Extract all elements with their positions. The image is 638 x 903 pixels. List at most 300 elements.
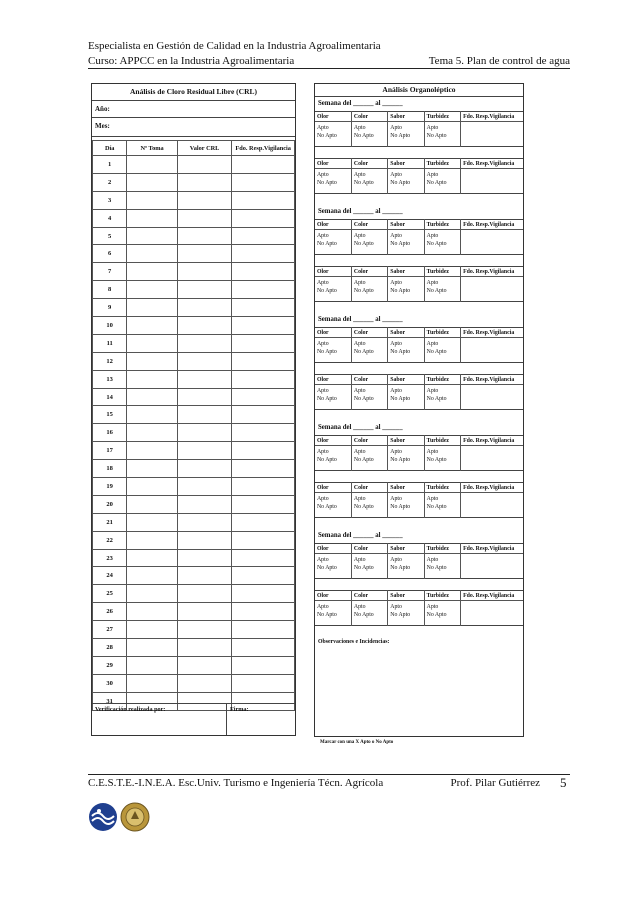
apto-option[interactable]: Apto — [390, 604, 402, 610]
apto-option-cell[interactable] — [315, 230, 351, 255]
no-apto-option[interactable]: No Apto — [353, 565, 374, 571]
crl-day-row — [93, 549, 295, 567]
crl-entry-cell[interactable] — [232, 621, 295, 639]
crl-day-row — [93, 674, 295, 692]
crl-entry-cell[interactable] — [127, 495, 178, 513]
table-gap — [315, 147, 523, 158]
crl-entry-cell[interactable] — [232, 531, 295, 549]
apto-option[interactable]: Apto — [317, 172, 329, 178]
crl-entry-cell[interactable] — [177, 656, 232, 674]
apto-option-cell[interactable] — [388, 554, 424, 579]
week-label[interactable]: Semana del ______ al ______ — [318, 532, 403, 539]
no-apto-option[interactable]: No Apto — [390, 180, 411, 186]
no-apto-option[interactable]: No Apto — [426, 180, 447, 186]
apto-option-cell[interactable] — [424, 385, 460, 410]
observations-field[interactable] — [315, 637, 523, 647]
no-apto-option[interactable]: No Apto — [317, 565, 337, 571]
apto-option-cell[interactable] — [315, 385, 351, 410]
apto-option-cell[interactable] — [315, 169, 351, 194]
crl-entry-cell[interactable] — [177, 531, 232, 549]
crl-entry-cell[interactable] — [232, 478, 295, 496]
no-apto-option[interactable]: No Apto — [353, 612, 374, 618]
apto-option-cell[interactable] — [351, 385, 387, 410]
crl-entry-cell[interactable] — [177, 549, 232, 567]
apto-option-cell[interactable] — [424, 493, 460, 518]
organoleptic-column-header: Sabor — [388, 483, 424, 493]
apto-option[interactable]: Apto — [317, 341, 329, 347]
crl-verified-label: Verificación realizada por: — [95, 706, 166, 713]
organoleptic-column-header: Turbidez — [424, 591, 460, 601]
apto-option[interactable]: Apto — [390, 233, 402, 239]
crl-day-row — [93, 334, 295, 352]
crl-entry-cell[interactable] — [177, 263, 232, 281]
no-apto-option[interactable]: No Apto — [426, 288, 447, 294]
no-apto-option[interactable]: No Apto — [317, 133, 337, 139]
apto-option-cell[interactable] — [351, 554, 387, 579]
apto-option[interactable]: Apto — [390, 280, 402, 286]
apto-option[interactable]: Apto — [426, 125, 439, 131]
apto-option[interactable]: Apto — [353, 388, 366, 394]
crl-entry-cell[interactable] — [127, 549, 178, 567]
week-label[interactable]: Semana del ______ al ______ — [318, 208, 403, 215]
crl-entry-cell[interactable] — [232, 370, 295, 388]
organoleptic-column-header: Fdo. Resp.Vigilancia — [461, 483, 523, 493]
crl-entry-cell[interactable] — [127, 156, 178, 174]
apto-option-cell[interactable] — [351, 601, 387, 626]
apto-option[interactable]: Apto — [426, 604, 439, 610]
crl-entry-cell[interactable] — [127, 603, 178, 621]
crl-entry-cell[interactable] — [127, 352, 178, 370]
apto-option[interactable]: Apto — [390, 388, 402, 394]
crl-entry-cell[interactable] — [177, 370, 232, 388]
crl-entry-cell[interactable] — [177, 209, 232, 227]
crl-month-label: Mes: — [95, 122, 110, 130]
crl-day-row — [93, 621, 295, 639]
organoleptic-column-header: Sabor — [388, 267, 424, 277]
crl-entry-cell[interactable] — [127, 227, 178, 245]
apto-option-cell[interactable] — [315, 446, 351, 471]
apto-option-cell[interactable] — [315, 493, 351, 518]
organoleptic-column-header: Fdo. Resp.Vigilancia — [461, 220, 523, 230]
crl-entry-cell[interactable] — [177, 674, 232, 692]
crl-entry-cell[interactable] — [177, 317, 232, 335]
ceste-logo-icon — [88, 802, 118, 832]
organoleptic-column-header: Color — [351, 328, 387, 338]
apto-option[interactable]: Apto — [353, 449, 366, 455]
crl-entry-cell[interactable] — [127, 209, 178, 227]
apto-option-cell[interactable] — [424, 122, 460, 147]
apto-option-cell[interactable] — [424, 601, 460, 626]
crl-entry-cell[interactable] — [127, 424, 178, 442]
no-apto-option[interactable]: No Apto — [353, 288, 374, 294]
signature-cell[interactable] — [461, 230, 523, 255]
crl-entry-cell[interactable] — [232, 674, 295, 692]
apto-option[interactable]: Apto — [317, 233, 329, 239]
crl-entry-cell[interactable] — [127, 317, 178, 335]
no-apto-option[interactable]: No Apto — [426, 349, 447, 355]
crl-entry-cell[interactable] — [232, 156, 295, 174]
no-apto-option[interactable]: No Apto — [426, 612, 447, 618]
crl-day-number: 9 — [93, 299, 127, 317]
apto-option-cell[interactable] — [388, 169, 424, 194]
crl-entry-cell[interactable] — [127, 513, 178, 531]
no-apto-option[interactable]: No Apto — [317, 612, 337, 618]
signature-cell[interactable] — [461, 385, 523, 410]
crl-month-field[interactable] — [92, 118, 295, 137]
crl-entry-cell[interactable] — [232, 585, 295, 603]
crl-entry-cell[interactable] — [177, 585, 232, 603]
crl-day-number: 22 — [93, 531, 127, 549]
crl-entry-cell[interactable] — [127, 334, 178, 352]
footer-author: Prof. Pilar Gutiérrez — [450, 777, 540, 789]
crl-entry-cell[interactable] — [177, 495, 232, 513]
crl-entry-cell[interactable] — [127, 442, 178, 460]
crl-entry-cell[interactable] — [127, 173, 178, 191]
apto-option[interactable]: Apto — [426, 233, 439, 239]
week-label[interactable]: Semana del ______ al ______ — [318, 424, 403, 431]
crl-entry-cell[interactable] — [232, 245, 295, 263]
crl-entry-cell[interactable] — [177, 388, 232, 406]
table-gap — [315, 471, 523, 482]
crl-entry-cell[interactable] — [127, 245, 178, 263]
signature-cell[interactable] — [461, 446, 523, 471]
crl-day-row — [93, 656, 295, 674]
organoleptic-column-header: Turbidez — [424, 220, 460, 230]
crl-signature-label: Firma: — [230, 706, 249, 713]
apto-option-cell[interactable] — [424, 554, 460, 579]
crl-day-row — [93, 531, 295, 549]
crl-verified-field[interactable] — [92, 704, 227, 735]
apto-option-cell[interactable] — [424, 277, 460, 302]
apto-option[interactable]: Apto — [426, 449, 439, 455]
no-apto-option[interactable]: No Apto — [317, 396, 337, 402]
organoleptic-column-header: Turbidez — [424, 483, 460, 493]
crl-entry-cell[interactable] — [232, 495, 295, 513]
crl-day-row — [93, 460, 295, 478]
week-label[interactable]: Semana del ______ al ______ — [318, 316, 403, 323]
organoleptic-table — [315, 590, 523, 626]
crl-entry-cell[interactable] — [177, 173, 232, 191]
table-gap — [315, 579, 523, 590]
no-apto-option[interactable]: No Apto — [390, 133, 411, 139]
organoleptic-column-header: Color — [351, 220, 387, 230]
no-apto-option[interactable]: No Apto — [390, 349, 411, 355]
apto-option-cell[interactable] — [388, 601, 424, 626]
apto-option[interactable]: Apto — [426, 388, 439, 394]
crl-entry-cell[interactable] — [177, 299, 232, 317]
crl-entry-cell[interactable] — [177, 227, 232, 245]
no-apto-option[interactable]: No Apto — [426, 133, 447, 139]
no-apto-option[interactable]: No Apto — [317, 180, 337, 186]
apto-option[interactable]: Apto — [353, 557, 366, 563]
signature-cell[interactable] — [461, 338, 523, 363]
crl-entry-cell[interactable] — [177, 513, 232, 531]
apto-option[interactable]: Apto — [353, 496, 366, 502]
apto-option[interactable]: Apto — [353, 125, 366, 131]
crl-entry-cell[interactable] — [232, 388, 295, 406]
crl-day-number: 28 — [93, 639, 127, 657]
no-apto-option[interactable]: No Apto — [426, 396, 447, 402]
mark-note: Marcar con una X Apto o No Apto — [320, 740, 394, 745]
crl-entry-cell[interactable] — [177, 352, 232, 370]
apto-option[interactable]: Apto — [390, 449, 402, 455]
crl-entry-cell[interactable] — [127, 263, 178, 281]
apto-option[interactable]: Apto — [390, 125, 402, 131]
apto-option-cell[interactable] — [388, 230, 424, 255]
organoleptic-column-header: Sabor — [388, 375, 424, 385]
no-apto-option[interactable]: No Apto — [390, 241, 411, 247]
organoleptic-form — [314, 83, 524, 737]
apto-option[interactable]: Apto — [317, 449, 329, 455]
crl-day-row — [93, 585, 295, 603]
crl-entry-cell[interactable] — [177, 424, 232, 442]
crl-day-number: 13 — [93, 370, 127, 388]
apto-option-cell[interactable] — [351, 338, 387, 363]
crl-entry-cell[interactable] — [232, 227, 295, 245]
crl-entry-cell[interactable] — [177, 442, 232, 460]
no-apto-option[interactable]: No Apto — [390, 612, 411, 618]
crl-entry-cell[interactable] — [177, 621, 232, 639]
crl-day-number: 29 — [93, 656, 127, 674]
crl-entry-cell[interactable] — [232, 263, 295, 281]
crl-entry-cell[interactable] — [232, 656, 295, 674]
signature-cell[interactable] — [461, 277, 523, 302]
crl-form — [91, 83, 296, 736]
crl-entry-cell[interactable] — [232, 352, 295, 370]
apto-option[interactable]: Apto — [317, 604, 329, 610]
week-label[interactable]: Semana del ______ al ______ — [318, 100, 403, 107]
crl-entry-cell[interactable] — [177, 567, 232, 585]
crl-day-number: 31 — [93, 692, 127, 710]
crl-day-number: 2 — [93, 173, 127, 191]
crl-entry-cell[interactable] — [232, 191, 295, 209]
crl-entry-cell[interactable] — [232, 299, 295, 317]
no-apto-option[interactable]: No Apto — [426, 504, 447, 510]
no-apto-option[interactable]: No Apto — [317, 504, 337, 510]
apto-option-cell[interactable] — [424, 446, 460, 471]
apto-option-cell[interactable] — [351, 122, 387, 147]
organoleptic-column-header: Turbidez — [424, 328, 460, 338]
apto-option[interactable]: Apto — [317, 125, 329, 131]
no-apto-option[interactable]: No Apto — [426, 241, 447, 247]
apto-option-cell[interactable] — [424, 230, 460, 255]
apto-option[interactable]: Apto — [390, 172, 402, 178]
no-apto-option[interactable]: No Apto — [390, 504, 411, 510]
crl-day-number: 14 — [93, 388, 127, 406]
crl-entry-cell[interactable] — [177, 460, 232, 478]
apto-option-cell[interactable] — [388, 277, 424, 302]
no-apto-option[interactable]: No Apto — [317, 349, 337, 355]
no-apto-option[interactable]: No Apto — [353, 504, 374, 510]
crl-entry-cell[interactable] — [232, 442, 295, 460]
organoleptic-column-header: Color — [351, 112, 387, 122]
organoleptic-table — [315, 111, 523, 147]
crl-entry-cell[interactable] — [177, 156, 232, 174]
crl-entry-cell[interactable] — [232, 281, 295, 299]
apto-option-cell[interactable] — [424, 338, 460, 363]
crl-day-number: 3 — [93, 191, 127, 209]
apto-option-cell[interactable] — [388, 385, 424, 410]
crl-entry-cell[interactable] — [177, 334, 232, 352]
organoleptic-column-header: Olor — [315, 544, 351, 554]
signature-cell[interactable] — [461, 169, 523, 194]
apto-option[interactable]: Apto — [426, 496, 439, 502]
organoleptic-column-header: Olor — [315, 159, 351, 169]
apto-option-cell[interactable] — [315, 277, 351, 302]
signature-cell[interactable] — [461, 601, 523, 626]
apto-option-cell[interactable] — [315, 122, 351, 147]
crl-year-field[interactable] — [92, 101, 295, 118]
apto-option[interactable]: Apto — [317, 280, 329, 286]
table-gap — [315, 518, 523, 529]
no-apto-option[interactable]: No Apto — [390, 565, 411, 571]
crl-entry-cell[interactable] — [232, 549, 295, 567]
logos — [88, 802, 150, 832]
apto-option[interactable]: Apto — [426, 280, 439, 286]
crl-entry-cell[interactable] — [127, 191, 178, 209]
no-apto-option[interactable]: No Apto — [317, 288, 337, 294]
header-program: Especialista en Gestión de Calidad en la Industria Agroalimentaria — [88, 40, 381, 52]
no-apto-option[interactable]: No Apto — [426, 565, 447, 571]
crl-entry-cell[interactable] — [127, 370, 178, 388]
crl-column-header: Día — [93, 141, 127, 156]
apto-option[interactable]: Apto — [353, 172, 366, 178]
crl-day-row — [93, 299, 295, 317]
crl-entry-cell[interactable] — [177, 191, 232, 209]
crl-day-row — [93, 156, 295, 174]
organoleptic-column-header: Fdo. Resp.Vigilancia — [461, 436, 523, 446]
crl-entry-cell[interactable] — [232, 603, 295, 621]
table-gap — [315, 363, 523, 374]
no-apto-option[interactable]: No Apto — [390, 457, 411, 463]
organoleptic-table — [315, 543, 523, 579]
apto-option[interactable]: Apto — [390, 496, 402, 502]
crl-entry-cell[interactable] — [177, 478, 232, 496]
table-gap — [315, 410, 523, 421]
apto-option[interactable]: Apto — [390, 341, 402, 347]
crl-entry-cell[interactable] — [232, 317, 295, 335]
apto-option[interactable]: Apto — [353, 233, 366, 239]
crl-entry-cell[interactable] — [127, 460, 178, 478]
signature-cell[interactable] — [461, 493, 523, 518]
organoleptic-column-header: Fdo. Resp.Vigilancia — [461, 544, 523, 554]
crl-entry-cell[interactable] — [232, 424, 295, 442]
organoleptic-column-header: Color — [351, 267, 387, 277]
crl-entry-cell[interactable] — [232, 567, 295, 585]
crl-entry-cell[interactable] — [232, 406, 295, 424]
crl-entry-cell[interactable] — [127, 388, 178, 406]
crl-entry-cell[interactable] — [177, 639, 232, 657]
signature-cell[interactable] — [461, 554, 523, 579]
crl-day-row — [93, 245, 295, 263]
organoleptic-column-header: Color — [351, 159, 387, 169]
crl-entry-cell[interactable] — [127, 621, 178, 639]
crl-day-row — [93, 442, 295, 460]
crl-entry-cell[interactable] — [232, 460, 295, 478]
crl-entry-cell[interactable] — [177, 603, 232, 621]
organoleptic-table — [315, 482, 523, 518]
apto-option-cell[interactable] — [351, 493, 387, 518]
apto-option[interactable]: Apto — [426, 172, 439, 178]
no-apto-option[interactable]: No Apto — [390, 288, 411, 294]
apto-option[interactable]: Apto — [353, 280, 366, 286]
crl-entry-cell[interactable] — [127, 531, 178, 549]
organoleptic-column-header: Color — [351, 544, 387, 554]
crl-entry-cell[interactable] — [232, 334, 295, 352]
crl-entry-cell[interactable] — [127, 478, 178, 496]
apto-option-cell[interactable] — [351, 446, 387, 471]
organoleptic-column-header: Sabor — [388, 436, 424, 446]
table-gap — [315, 194, 523, 205]
crl-signature-field[interactable] — [227, 704, 252, 735]
apto-option-cell[interactable] — [388, 446, 424, 471]
apto-option-cell[interactable] — [388, 338, 424, 363]
apto-option[interactable]: Apto — [353, 341, 366, 347]
organoleptic-column-header: Color — [351, 591, 387, 601]
apto-option[interactable]: Apto — [317, 496, 329, 502]
crl-entry-cell[interactable] — [232, 639, 295, 657]
crl-entry-cell[interactable] — [177, 281, 232, 299]
crl-day-row — [93, 209, 295, 227]
crl-entry-cell[interactable] — [127, 299, 178, 317]
apto-option-cell[interactable] — [351, 169, 387, 194]
apto-option-cell[interactable] — [351, 277, 387, 302]
apto-option-cell[interactable] — [388, 122, 424, 147]
crl-entry-cell[interactable] — [127, 567, 178, 585]
apto-option-cell[interactable] — [424, 169, 460, 194]
crl-entry-cell[interactable] — [232, 513, 295, 531]
apto-option-cell[interactable] — [315, 554, 351, 579]
no-apto-option[interactable]: No Apto — [353, 457, 374, 463]
no-apto-option[interactable]: No Apto — [317, 457, 337, 463]
apto-option-cell[interactable] — [315, 601, 351, 626]
apto-option-cell[interactable] — [315, 338, 351, 363]
crl-entry-cell[interactable] — [127, 656, 178, 674]
crl-day-number: 19 — [93, 478, 127, 496]
no-apto-option[interactable]: No Apto — [426, 457, 447, 463]
apto-option[interactable]: Apto — [390, 557, 402, 563]
apto-option[interactable]: Apto — [426, 557, 439, 563]
crl-year-label: Año: — [95, 105, 110, 113]
no-apto-option[interactable]: No Apto — [353, 133, 374, 139]
crl-day-number: 8 — [93, 281, 127, 299]
crl-entry-cell[interactable] — [127, 674, 178, 692]
crl-entry-cell[interactable] — [177, 406, 232, 424]
apto-option[interactable]: Apto — [317, 388, 329, 394]
apto-option-cell[interactable] — [388, 493, 424, 518]
no-apto-option[interactable]: No Apto — [353, 349, 374, 355]
crl-entry-cell[interactable] — [232, 173, 295, 191]
organoleptic-column-header: Sabor — [388, 591, 424, 601]
apto-option[interactable]: Apto — [317, 557, 329, 563]
crl-day-number: 25 — [93, 585, 127, 603]
apto-option[interactable]: Apto — [353, 604, 366, 610]
crl-entry-cell[interactable] — [127, 639, 178, 657]
apto-option[interactable]: Apto — [426, 341, 439, 347]
crl-entry-cell[interactable] — [177, 245, 232, 263]
crl-entry-cell[interactable] — [232, 209, 295, 227]
signature-cell[interactable] — [461, 122, 523, 147]
crl-entry-cell[interactable] — [127, 585, 178, 603]
apto-option-cell[interactable] — [351, 230, 387, 255]
no-apto-option[interactable]: No Apto — [353, 180, 374, 186]
no-apto-option[interactable]: No Apto — [353, 396, 374, 402]
no-apto-option[interactable]: No Apto — [317, 241, 337, 247]
no-apto-option[interactable]: No Apto — [353, 241, 374, 247]
crl-entry-cell[interactable] — [127, 281, 178, 299]
no-apto-option[interactable]: No Apto — [390, 396, 411, 402]
crl-entry-cell[interactable] — [127, 406, 178, 424]
